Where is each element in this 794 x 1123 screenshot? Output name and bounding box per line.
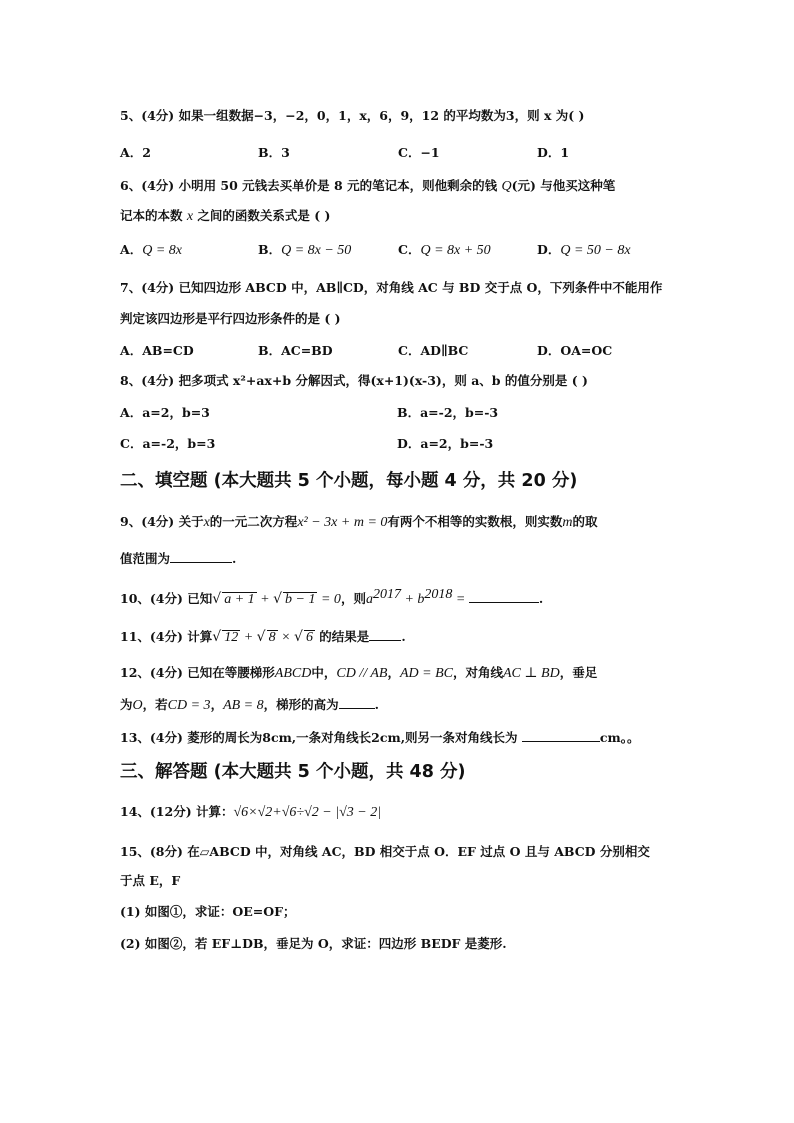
q9-line1: 9、(4分) 关于x的一元二次方程x² − 3x + m = 0有两个不相等的实数根，则实数m的取: [120, 514, 598, 530]
q14-line: 14、(12分) 计算：√6×√2+√6÷√2 − |√3 − 2|: [120, 804, 382, 820]
q5-option-a: A．2: [120, 145, 151, 160]
q5-option-c: C．−1: [398, 145, 440, 160]
q6-option-a: A．Q = 8x: [120, 242, 182, 258]
q15-part1: (1) 如图①，求证：OE=OF；: [120, 904, 296, 919]
answer-blank[interactable]: [170, 552, 232, 563]
q6-line1: [120, 180, 676, 194]
q10-radicand-2: b − 1: [285, 592, 316, 608]
q6-option-c: C．Q = 8x + 50: [398, 242, 491, 258]
q14-expression: √6×√2+√6÷√2 − |√3 − 2|: [233, 805, 382, 820]
section-heading-fill-in: 二、填空题 (本大题共 5 个小题，每小题 4 分，共 20 分): [120, 471, 578, 491]
q6-var-q: Q: [501, 179, 512, 194]
q15-line1: 15、(8分) 在▱ABCD 中，对角线 AC，BD 相交于点 O．EF 过点 O 且与 ABCD 分别相交: [120, 844, 650, 859]
q7-option-b: B．AC=BD: [258, 343, 333, 358]
q8-stem: 8、(4分) 把多项式 x²+ax+b 分解因式，得(x+1)(x-3)，则 a、b 的值分别是 ( ): [120, 373, 588, 388]
q7-line1: 7、(4分) 已知四边形 ABCD 中，AB∥CD，对角线 AC 与 BD 交于点 O，下列条件中不能用作: [120, 280, 663, 295]
q6-text: 6、(4分) 小明用 50 元钱去买单价是 8 元的笔记本，则他剩余的钱: [120, 178, 502, 193]
answer-blank[interactable]: [522, 731, 600, 742]
q10-radicand-1: a + 1: [224, 592, 255, 608]
q6-text: (元) 与他买这种笔: [511, 178, 616, 193]
q8-option-d: D．a=2，b=-3: [397, 436, 494, 451]
q9-line2: 值范围为 .: [120, 551, 237, 566]
section-heading-solutions: 三、解答题 (本大题共 5 个小题，共 48 分): [120, 762, 466, 782]
q8-option-c: C．a=-2，b=3: [120, 436, 216, 451]
q7-option-a: A．AB=CD: [120, 343, 194, 358]
q5-stem: 5、(4分) 如果一组数据−3，−2，0，1，x，6，9，12 的平均数为3，则 x 为( ): [120, 108, 585, 123]
q9-var-m: m: [562, 515, 573, 530]
q6-var-x: x: [186, 209, 194, 224]
answer-blank[interactable]: [469, 592, 539, 603]
q7-option-c: C．AD∥BC: [398, 343, 469, 358]
answer-blank[interactable]: [369, 630, 401, 641]
q6-option-b: B．Q = 8x − 50: [258, 242, 352, 258]
q15-line2: 于点 E，F: [120, 873, 181, 888]
q10-line: 10、(4分) 已知√ a + 1 + √ b − 1 = 0，则$a^{2017} + b^{2018}$ = .: [120, 587, 544, 608]
q7-option-d: D．OA=OC: [537, 343, 613, 358]
q5-option-b: B．3: [258, 145, 290, 160]
q5-option-d: D．1: [537, 145, 570, 160]
q8-option-a: A．a=2，b=3: [120, 405, 210, 420]
q7-line2: 判定该四边形是平行四边形条件的是 ( ): [120, 311, 341, 326]
q12-line1: 12、(4分) 已知在等腰梯形ABCD中，CD // AB，AD = BC，对角线AC ⊥ BD，垂足: [120, 665, 598, 681]
q15-part2: (2) 如图②，若 EF⊥DB，垂足为 O，求证：四边形 BEDF 是菱形.: [120, 936, 507, 951]
q9-var-x: x: [203, 515, 210, 530]
answer-blank[interactable]: [339, 698, 375, 709]
q6-line2: [120, 210, 676, 224]
q6-option-d: D．Q = 50 − 8x: [537, 242, 631, 258]
q8-option-b: B．a=-2，b=-3: [397, 405, 499, 420]
q6-text: 记本的本数: [120, 208, 187, 223]
q11-line: 11、(4分) 计算√ 12 + √ 8 × √ 6 的结果是 .: [120, 629, 406, 645]
q9-equation: x² − 3x + m = 0: [297, 515, 388, 530]
q6-text: 之间的函数关系式是 ( ): [193, 208, 331, 223]
q12-line2: 为O，若CD = 3，AB = 8，梯形的高为 .: [120, 697, 380, 713]
q13-line: 13、(4分) 菱形的周长为8cm,一条对角线长2cm,则另一条对角线长为 cm。。: [120, 730, 640, 745]
